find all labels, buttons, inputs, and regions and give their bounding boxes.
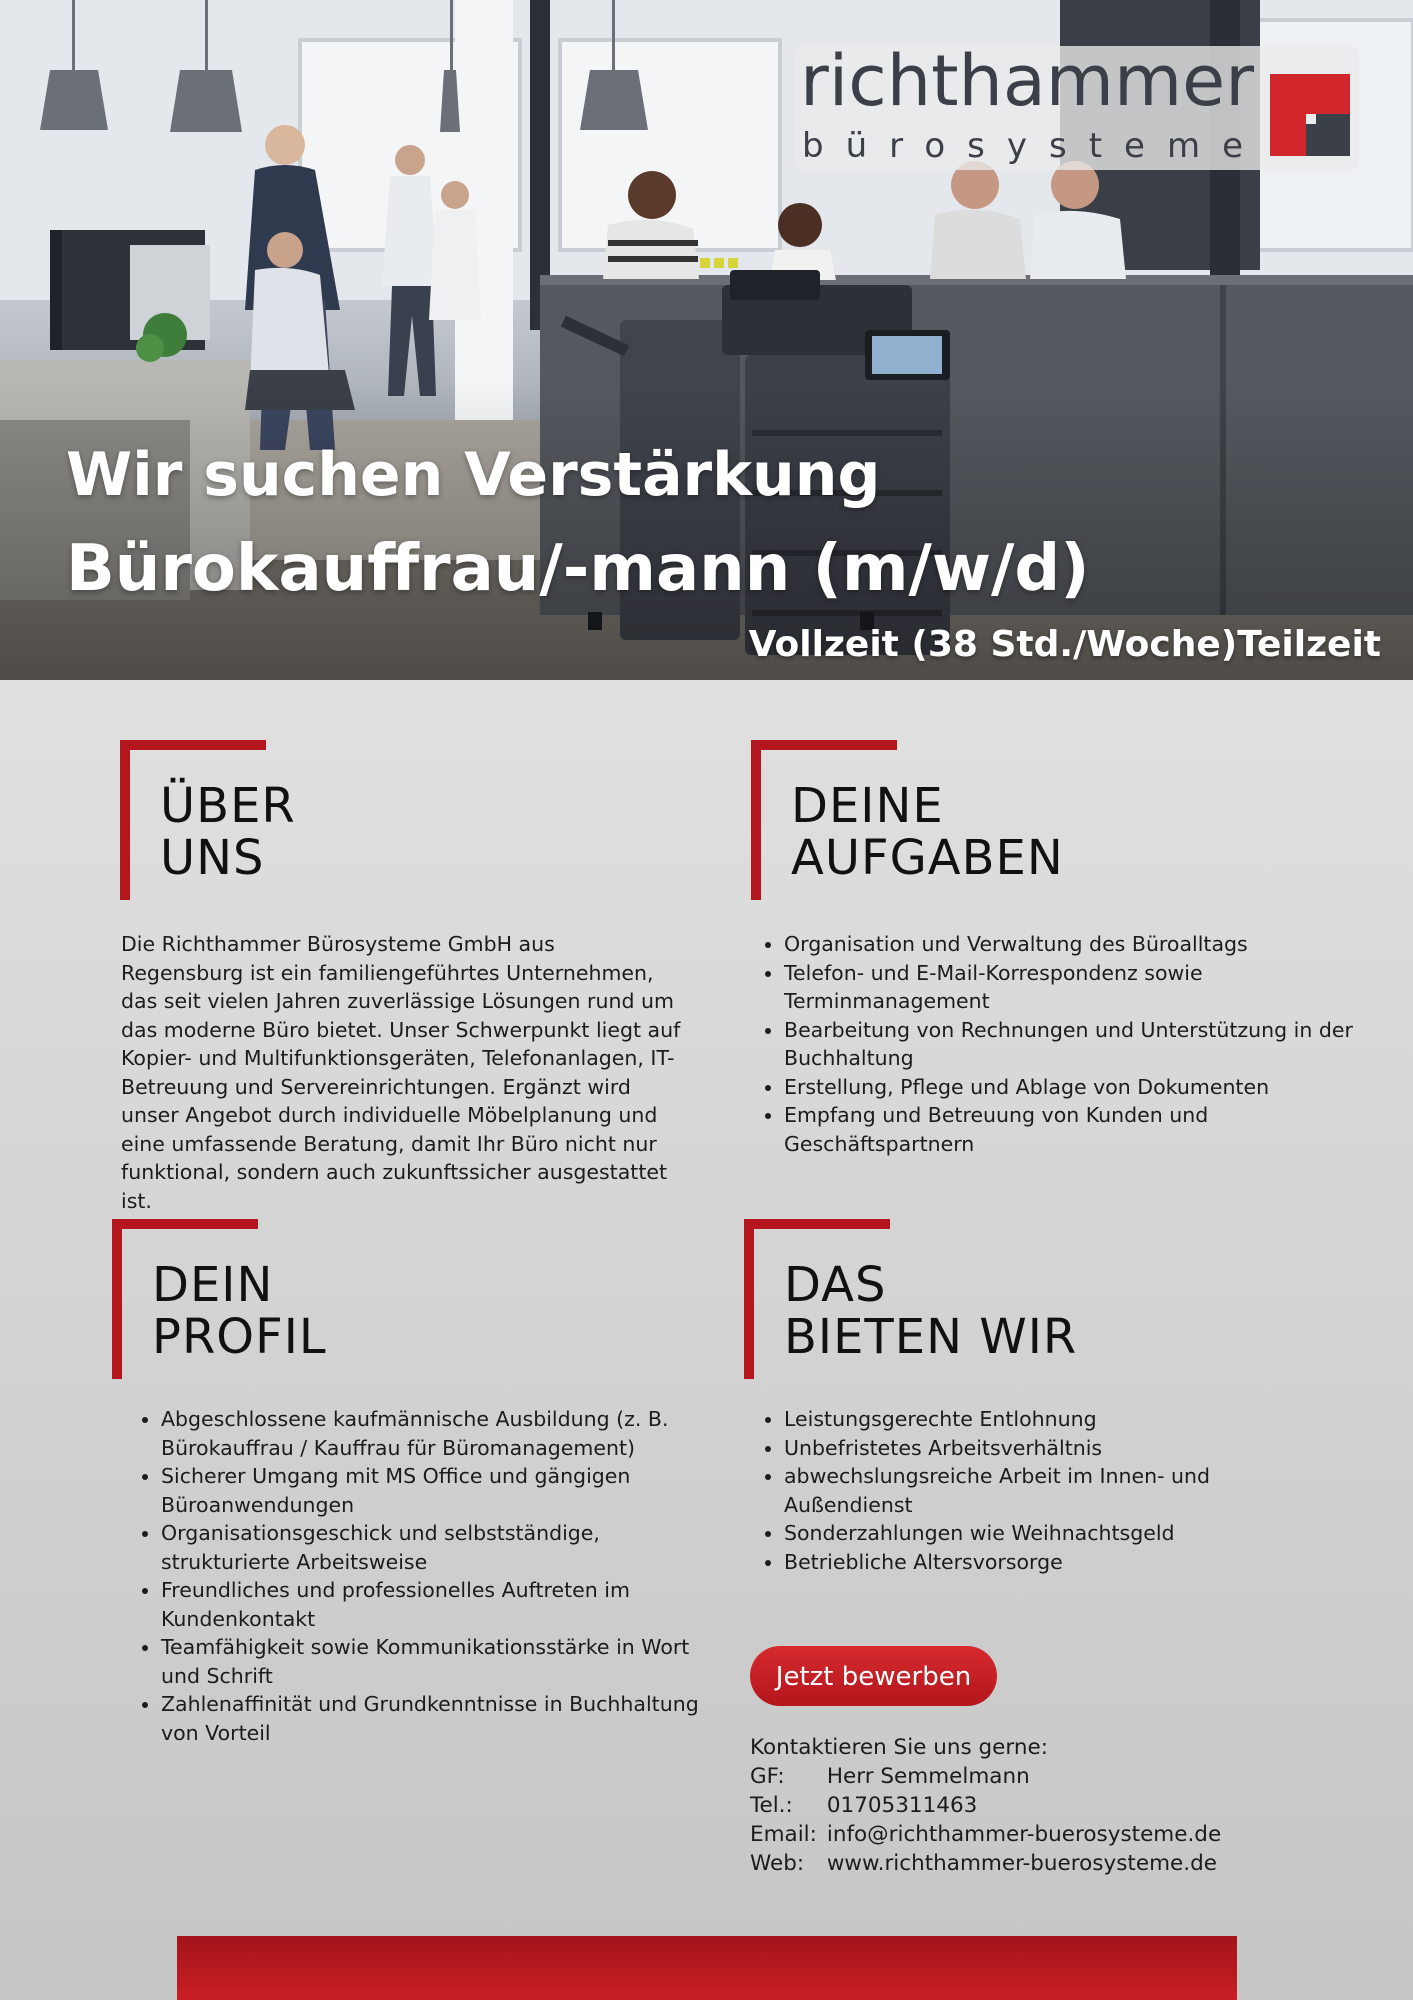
section-title-line2: PROFIL — [152, 1309, 327, 1365]
contact-web-label: Web: — [750, 1851, 805, 1876]
list-item: • Organisation und Verwaltung des Büroalltags — [784, 930, 1354, 959]
contact-email — [750, 1820, 1221, 1849]
list-item: • Leistungsgerechte Entlohnung — [784, 1405, 1344, 1434]
logo-wordmark: richthammer — [800, 40, 1255, 122]
list-item: • Teamfähigkeit sowie Kommunikationsstärke in Wort und Schrift — [161, 1633, 701, 1690]
accent-bar-vertical — [744, 1219, 754, 1379]
list-item: • abwechslungsreiche Arbeit im Innen- und Außendienst — [784, 1462, 1344, 1519]
contact-tel-value[interactable]: 01705311463 — [826, 1793, 978, 1818]
contact-tel — [750, 1791, 1221, 1820]
accent-bar-horizontal — [112, 1219, 258, 1229]
contact-gf-value: Herr Semmelmann — [826, 1764, 1030, 1789]
accent-bar-vertical — [751, 740, 761, 900]
section-title-line1: DEINE — [791, 778, 944, 834]
list-item: • Betriebliche Altersvorsorge — [784, 1548, 1344, 1577]
hero-banner — [0, 0, 1413, 680]
section-title-line1: ÜBER — [160, 778, 296, 834]
contact-email-link[interactable]: info@richthammer-buerosysteme.de — [826, 1822, 1222, 1847]
list-item: • Abgeschlossene kaufmännische Ausbildung (z. B. Bürokauffrau / Kauffrau für Büromanagement) — [161, 1405, 701, 1462]
accent-bar-vertical — [120, 740, 130, 900]
company-logo[interactable] — [794, 40, 1359, 170]
contact-email-label: Email: — [750, 1822, 817, 1847]
contact-tel-label: Tel.: — [750, 1793, 793, 1818]
accent-bar-horizontal — [120, 740, 266, 750]
list-item: • Telefon- und E-Mail-Korrespondenz sowie Terminmanagement — [784, 959, 1354, 1016]
section-header-profile — [112, 1219, 412, 1379]
section-header-about — [120, 740, 420, 900]
about-text: Die Richthammer Bürosysteme GmbH aus Regensburg ist ein familiengeführtes Unternehmen, das seit vielen Jahren zuverlässige Lösungen rund um das moderne Büro bietet. Unser Schwerpunkt liegt auf Kopier- und Multifunktionsgeräten, Telefonanlagen, IT-Betreuung und Servereinrichtungen. Ergänzt wird unser Angebot durch individuelle Möbelplanung und eine umfassende Beratung, damit Ihr Büro nicht nur funktional, sondern auch zukunftssicher ausgestattet ist. — [121, 932, 681, 1213]
accent-bar-vertical — [112, 1219, 122, 1379]
section-title-line2: AUFGABEN — [791, 830, 1064, 886]
contact-gf-label: GF: — [750, 1764, 785, 1789]
section-title-line1: DAS — [784, 1257, 887, 1313]
offer-list — [754, 1405, 1344, 1576]
employment-type: Vollzeit (38 Std./Woche)Teilzeit — [748, 624, 1381, 665]
section-title-line1: DEIN — [152, 1257, 274, 1313]
contact-web — [750, 1849, 1221, 1878]
tasks-list — [754, 930, 1354, 1158]
contact-web-link[interactable]: www.richthammer-buerosysteme.de — [826, 1851, 1217, 1876]
accent-bar-horizontal — [744, 1219, 890, 1229]
list-item: • Erstellung, Pflege und Ablage von Dokumenten — [784, 1073, 1354, 1102]
list-item: • Organisationsgeschick und selbstständige, strukturierte Arbeitsweise — [161, 1519, 701, 1576]
profile-list — [131, 1405, 701, 1747]
contact-gf — [750, 1762, 1221, 1791]
section-header-tasks — [751, 740, 1064, 900]
section-header-offer — [744, 1219, 1078, 1379]
section-title-line2: BIETEN WIR — [784, 1309, 1078, 1365]
apply-button[interactable]: Jetzt bewerben — [750, 1646, 997, 1706]
job-title: Bürokauffrau/-mann (m/w/d) — [66, 532, 1090, 606]
list-item: • Freundliches und professionelles Auftreten im Kundenkontakt — [161, 1576, 701, 1633]
headline-line1: Wir suchen Verstärkung — [66, 440, 881, 510]
footer-accent-bar — [177, 1936, 1237, 2000]
list-item: • Sonderzahlungen wie Weihnachtsgeld — [784, 1519, 1344, 1548]
logo-subtitle: bürosysteme — [802, 126, 1265, 166]
list-item: • Unbefristetes Arbeitsverhältnis — [784, 1434, 1344, 1463]
contact-intro: Kontaktieren Sie uns gerne: — [750, 1735, 1048, 1760]
list-item: • Zahlenaffinität und Grundkenntnisse in Buchhaltung von Vorteil — [161, 1690, 701, 1747]
section-title-line2: UNS — [160, 830, 265, 886]
list-item: • Empfang und Betreuung von Kunden und Geschäftspartnern — [784, 1101, 1354, 1158]
accent-bar-horizontal — [751, 740, 897, 750]
list-item: • Bearbeitung von Rechnungen und Unterstützung in der Buchhaltung — [784, 1016, 1354, 1073]
logo-square-icon — [1270, 74, 1350, 156]
contact-block — [750, 1733, 1221, 1878]
list-item: • Sicherer Umgang mit MS Office und gängigen Büroanwendungen — [161, 1462, 701, 1519]
